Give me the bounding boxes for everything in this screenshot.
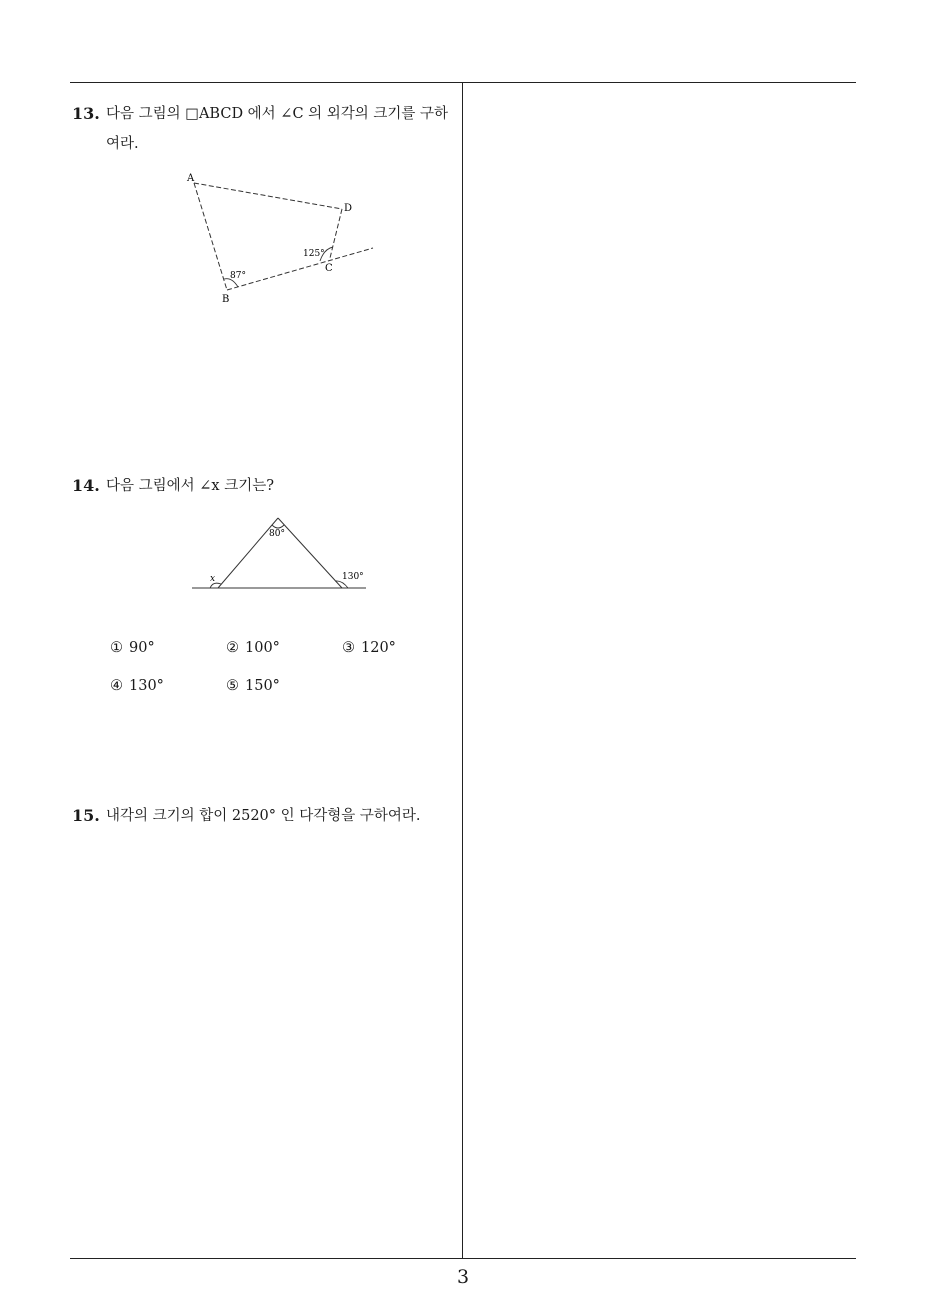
choice-2[interactable] [226,640,280,656]
question-number: 15. [72,806,100,825]
choice-marker: ③ [342,640,355,656]
bottom-rule [70,1258,856,1259]
choice-value: 150° [245,678,280,694]
question-text: 다음 그림의 □ABCD 에서 ∠C 의 외각의 크기를 구하여라. [106,106,449,152]
side-ad [194,183,342,209]
exterior-angle-label: 130° [342,572,364,582]
choice-1[interactable] [110,640,155,656]
choice-marker: ① [110,640,123,656]
triangle-diagram [186,508,376,598]
choice-4[interactable] [110,678,164,694]
choice-value: 100° [245,640,280,656]
question-15 [72,801,457,831]
angle-label-b: 87° [230,271,246,281]
vertex-label-c: C [325,263,333,274]
question-text: 내각의 크기의 합이 2520° 인 다각형을 구하여라. [106,808,421,824]
quadrilateral-diagram [180,165,380,310]
vertex-label-d: D [344,203,353,214]
right-side [278,518,342,588]
side-dc [330,209,342,258]
question-text: 다음 그림에서 ∠x 크기는? [106,478,274,494]
choice-value: 120° [361,640,396,656]
page-number: 3 [456,1266,470,1288]
angle-label-c: 125° [303,249,325,259]
choice-3[interactable] [342,640,396,656]
question-14 [72,471,457,501]
question-number: 13. [72,104,100,123]
vertex-label-b: B [222,294,230,305]
vertex-label-a: A [187,173,195,184]
side-bc-extended [227,248,373,290]
triangle-figure [186,508,376,602]
choice-value: 130° [129,678,164,694]
choice-value: 90° [129,640,155,656]
choice-marker: ② [226,640,239,656]
choice-marker: ④ [110,678,123,694]
apex-angle-label: 80° [269,529,285,539]
quadrilateral-figure [180,165,380,314]
question-13 [72,99,457,159]
choice-marker: ⑤ [226,678,239,694]
question-number: 14. [72,476,100,495]
apex-angle-arc [272,525,284,528]
angle-x-label: x [210,574,216,584]
side-ab [194,183,227,290]
choice-5[interactable] [226,678,280,694]
top-rule [70,82,856,83]
column-divider [462,82,463,1258]
